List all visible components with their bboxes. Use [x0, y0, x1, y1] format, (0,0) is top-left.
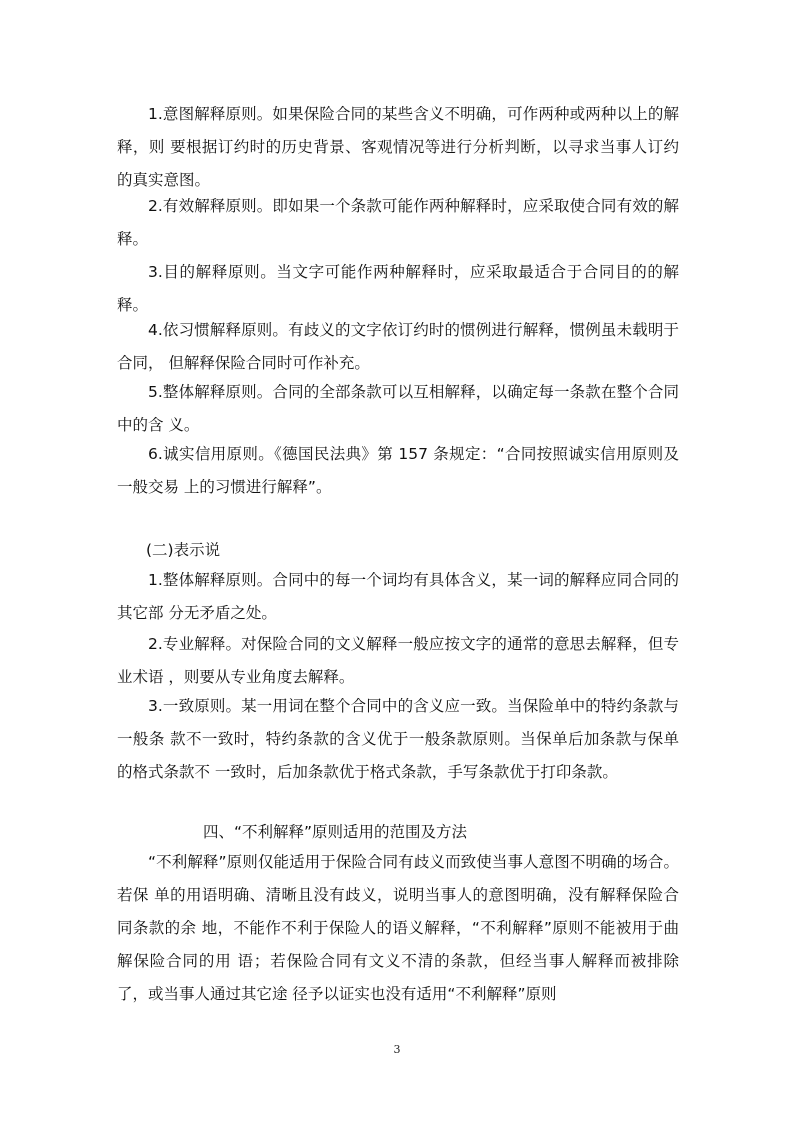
- paragraph-whole-principle: 5.整体解释原则。合同的全部条款可以互相解释，以确定每一条款在整个合同中的含 义。: [117, 383, 679, 434]
- paragraph-effective-principle: 2.有效解释原则。即如果一个条款可能作两种解释时，应采取使合同有效的解释。: [117, 197, 679, 248]
- section-heading-expression: (二)表示说: [146, 541, 221, 559]
- section-heading-adverse-interpretation: 四、“不利解释”原则适用的范围及方法: [203, 823, 468, 841]
- paragraph-expression-consistency: 3.一致原则。某一用词在整个合同中的含义应一致。当保险单中的特约条款与一般条 款不一致时，特约条款的含义优于一般条款原则。当保单后加条款与保单的格式条款不 一致时，后加条款优于格式条款，手写条款优于打印条款。: [117, 697, 679, 781]
- paragraph-expression-professional: 2.专业解释。对保险合同的文义解释一般应按文字的通常的意思去解释，但专业术语 ，则要从专业角度去解释。: [117, 635, 679, 686]
- paragraph-intent-principle: 1.意图解释原则。如果保险合同的某些含义不明确，可作两种或两种以上的解释，则 要根据订约时的历史背景、客观情况等进行分析判断，以寻求当事人订约的真实意图。: [117, 105, 679, 189]
- paragraph-custom-principle: 4.依习惯解释原则。有歧义的文字依订约时的惯例进行解释，惯例虽未载明于合同， 但解释保险合同时可作补充。: [117, 321, 679, 372]
- paragraph-expression-whole: 1.整体解释原则。合同中的每一个词均有具体含义，某一词的解释应同合同的其它部 分无矛盾之处。: [117, 571, 679, 622]
- paragraph-purpose-principle: 3.目的解释原则。当文字可能作两种解释时，应采取最适合于合同目的的解释。: [117, 263, 679, 314]
- paragraph-adverse-interpretation: “不利解释”原则仅能适用于保险合同有歧义而致使当事人意图不明确的场合。若保 单的用语明确、清晰且没有歧义，说明当事人的意图明确，没有解释保险合同条款的余 地，不能作不利于保险人的语义解释，“不利解释”原则不能被用于曲解保险合同的用 语；若保险合同有文义不清的条款，但经当事人解释而被排除了，或当事人通过其它途 径予以证实也没有适用“不利解释”原则: [117, 853, 679, 1003]
- page-number: 3: [393, 1043, 401, 1056]
- paragraph-good-faith-principle: 6.诚实信用原则。《德国民法典》第 157 条规定：“合同按照诚实信用原则及一般交易 上的习惯进行解释”。: [117, 445, 679, 496]
